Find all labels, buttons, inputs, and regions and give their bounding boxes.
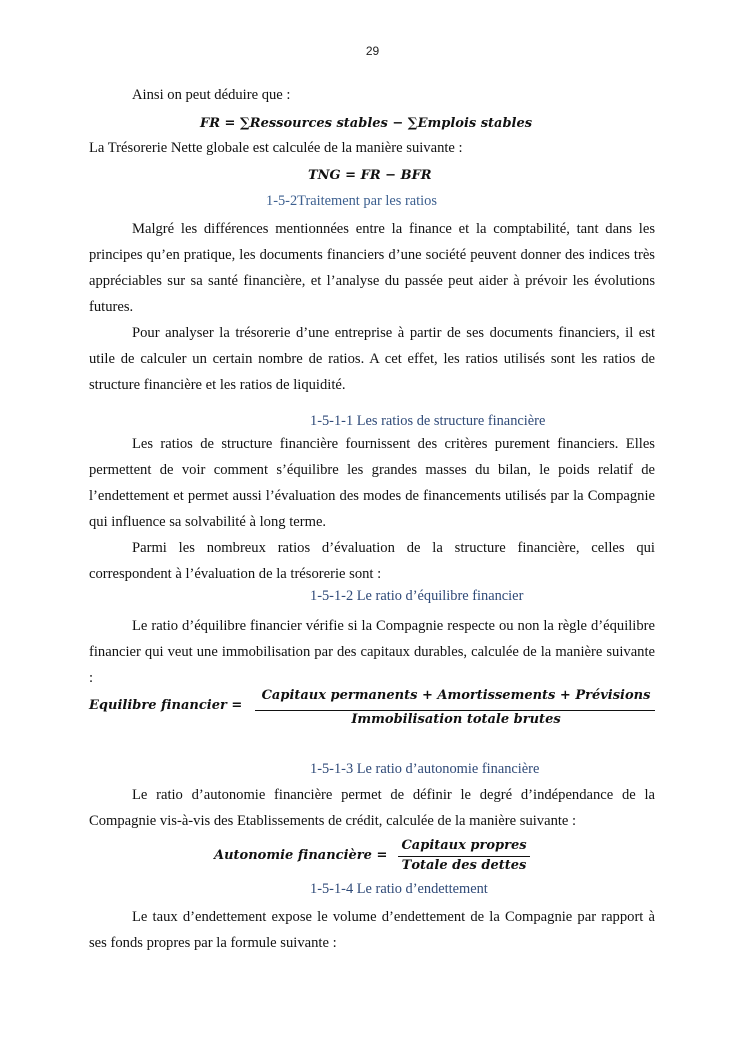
paragraph-nombreux-ratios <box>89 535 655 587</box>
paragraph-analyse-tresorerie <box>89 320 655 398</box>
equation-fr: 𝑭𝑹 = ∑𝑹𝒆𝒔𝒔𝒐𝒖𝒓𝒄𝒆𝒔 𝒔𝒕𝒂𝒃𝒍𝒆𝒔 − ∑𝑬𝒎𝒑𝒍𝒐𝒊𝒔 𝒔𝒕𝒂𝒃𝒍𝒆𝒔 <box>200 116 533 131</box>
equation-tng: 𝑻𝑵𝑮 = 𝑭𝑹 − 𝑩𝑭𝑹 <box>308 168 432 183</box>
paragraph-structure-financiere <box>89 431 655 535</box>
equation-autonomie-financiere <box>214 836 534 876</box>
fraction-bar <box>398 856 530 857</box>
paragraph-equilibre <box>89 613 655 691</box>
paragraph-text: Le ratio d’autonomie financière permet de définir le degré d’indépendance de la Compagnie vis-à-vis des Etablissements de crédit, calculée de la manière suivante : <box>89 787 655 829</box>
paragraph-text: Le ratio d’équilibre financier vérifie si la Compagnie respecte ou non la règle d’équilibre financier qui veut une immobilisation par des capitaux durables, calculée de la manière suivante : <box>89 618 655 686</box>
section-heading-1-5-1-3: 1-5-1-3 Le ratio d’autonomie financière <box>310 761 540 777</box>
section-heading-1-5-1-1: 1-5-1-1 Les ratios de structure financière <box>310 413 546 429</box>
equation-lhs: 𝑬𝒒𝒖𝒊𝒍𝒊𝒃𝒓𝒆 𝒇𝒊𝒏𝒂𝒏𝒄𝒊𝒆𝒓 = <box>89 698 243 713</box>
page-number: 29 <box>365 44 380 58</box>
section-heading-1-5-1-4: 1-5-1-4 Le ratio d’endettement <box>310 881 488 897</box>
paragraph-text: Pour analyser la trésorerie d’une entreprise à partir de ses documents financiers, il est utile de calculer un certain nombre de ratios. A cet effet, les ratios utilisés sont les ratios de structure financière et les ratios de liquidité. <box>89 325 655 393</box>
intro-line: Ainsi on peut déduire que : <box>132 87 291 103</box>
paragraph-autonomie <box>89 782 655 834</box>
paragraph-endettement <box>89 904 655 956</box>
equation-denominator: 𝑻𝒐𝒕𝒂𝒍𝒆 𝒅𝒆𝒔 𝒅𝒆𝒕𝒕𝒆𝒔 <box>401 858 527 873</box>
tng-intro-line: La Trésorerie Nette globale est calculée de la manière suivante : <box>89 140 463 156</box>
paragraph-text: Le taux d’endettement expose le volume d’endettement de la Compagnie par rapport à ses fonds propres par la formule suivante : <box>89 909 655 951</box>
equation-equilibre-financier <box>89 688 655 732</box>
equation-numerator: 𝑪𝒂𝒑𝒊𝒕𝒂𝒖𝒙 𝒑𝒆𝒓𝒎𝒂𝒏𝒆𝒏𝒕𝒔 + 𝑨𝒎𝒐𝒓𝒕𝒊𝒔𝒔𝒆𝒎𝒆𝒏𝒕𝒔 + 𝑷𝒓é𝒗𝒊𝒔𝒊𝒐𝒏𝒔 <box>261 688 651 703</box>
paragraph-text: Les ratios de structure financière fournissent des critères purement financiers. Elles permettent de voir comment s’équilibre les grandes masses du bilan, le poids relatif de l’endettement et permet aussi l’évaluation des modes de financements utilisés par la Compagnie qui influence sa solvabilité à long terme. <box>89 436 655 530</box>
equation-lhs: 𝑨𝒖𝒕𝒐𝒏𝒐𝒎𝒊𝒆 𝒇𝒊𝒏𝒂𝒏𝒄𝒊è𝒓𝒆 = <box>214 848 388 863</box>
section-heading-1-5-1-2: 1-5-1-2 Le ratio d’équilibre financier <box>310 588 524 604</box>
equation-denominator: 𝑰𝒎𝒎𝒐𝒃𝒊𝒍𝒊𝒔𝒂𝒕𝒊𝒐𝒏 𝒕𝒐𝒕𝒂𝒍𝒆 𝒃𝒓𝒖𝒕𝒆𝒔 <box>351 712 561 727</box>
paragraph-text: Malgré les différences mentionnées entre la finance et la comptabilité, tant dans les principes qu’en pratique, les documents financiers d’une société peuvent donner des indices très appréciables sur sa santé financière, et l’analyse du passée peut aider à prévoir les évolutions futures. <box>89 221 655 315</box>
paragraph-differences <box>89 216 655 320</box>
fraction-bar <box>255 710 655 711</box>
equation-numerator: 𝑪𝒂𝒑𝒊𝒕𝒂𝒖𝒙 𝒑𝒓𝒐𝒑𝒓𝒆𝒔 <box>401 838 527 853</box>
paragraph-text: Parmi les nombreux ratios d’évaluation de la structure financière, celles qui correspondent à l’évaluation de la trésorerie sont : <box>89 540 655 582</box>
section-heading-1-5-2: 1-5-2Traitement par les ratios <box>266 193 437 209</box>
